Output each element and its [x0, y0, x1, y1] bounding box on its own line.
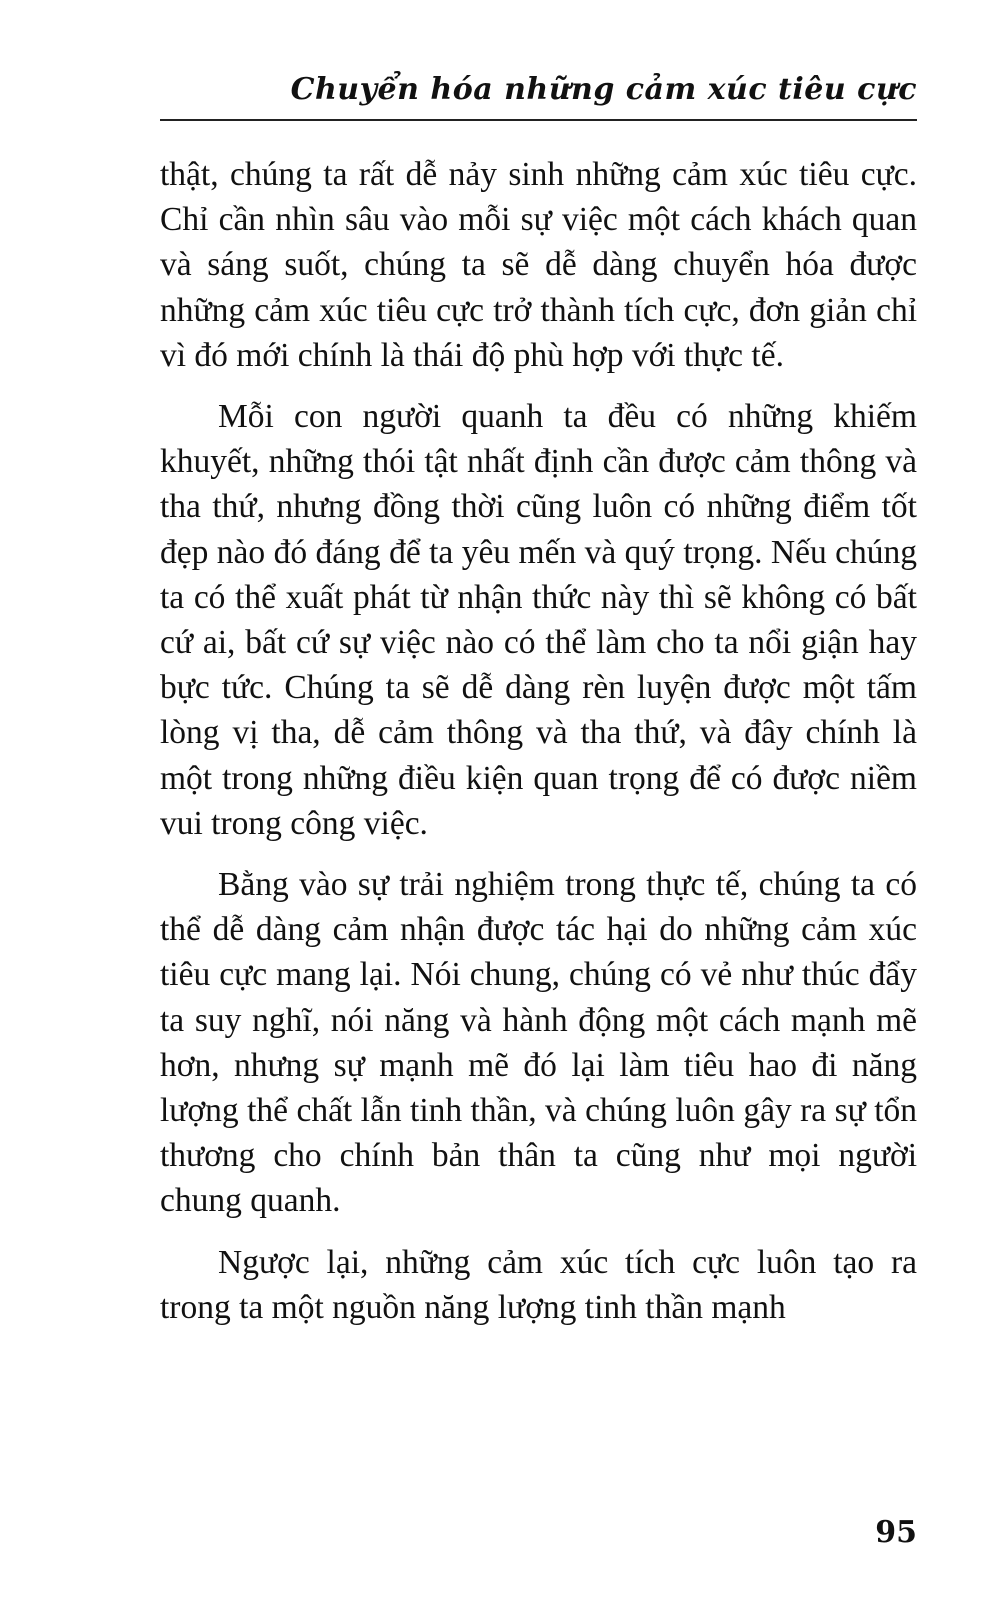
running-header-title: Chuyển hóa những cảm xúc tiêu cực	[290, 72, 917, 107]
paragraph: Bằng vào sự trải nghiệm trong thực tế, chúng ta có thể dễ dàng cảm nhận được tác hại do những cảm xúc tiêu cực mang lại. Nói chung, chúng có vẻ như thúc đẩy ta suy nghĩ, nói năng và hành động một cách mạnh mẽ hơn, nhưng sự mạnh mẽ đó lại làm tiêu hao đi năng lượng thể chất lẫn tinh thần, và chúng luôn gây ra sự tổn thương cho chính bản thân ta cũng như mọi người chung quanh.	[160, 866, 917, 1220]
paragraph-continued: thật, chúng ta rất dễ nảy sinh những cảm xúc tiêu cực. Chỉ cần nhìn sâu vào mỗi sự việc một cách khách quan và sáng suốt, chúng ta sẽ dễ dàng chuyển hóa được những cảm xúc tiêu cực trở thành tích cực, đơn giản chỉ vì đó mới chính là thái độ phù hợp với thực tế.	[160, 156, 917, 374]
page-body	[160, 152, 917, 1330]
paragraph: Mỗi con người quanh ta đều có những khiếm khuyết, những thói tật nhất định cần được cảm thông và tha thứ, nhưng đồng thời cũng luôn có những điểm tốt đẹp nào đó đáng để ta yêu mến và quý trọng. Nếu chúng ta có thể xuất phát từ nhận thức này thì sẽ không có bất cứ ai, bất cứ sự việc nào có thể làm cho ta nổi giận hay bực tức. Chúng ta sẽ dễ dàng rèn luyện được một tấm lòng vị tha, dễ cảm thông và tha thứ, và đây chính là một trong những điều kiện quan trọng để có được niềm vui trong công việc.	[160, 398, 917, 842]
paragraph: Ngược lại, những cảm xúc tích cực luôn tạo ra trong ta một nguồn năng lượng tinh thần mạnh	[160, 1243, 917, 1326]
header-divider	[160, 119, 917, 121]
page-number: 95	[875, 1515, 917, 1550]
